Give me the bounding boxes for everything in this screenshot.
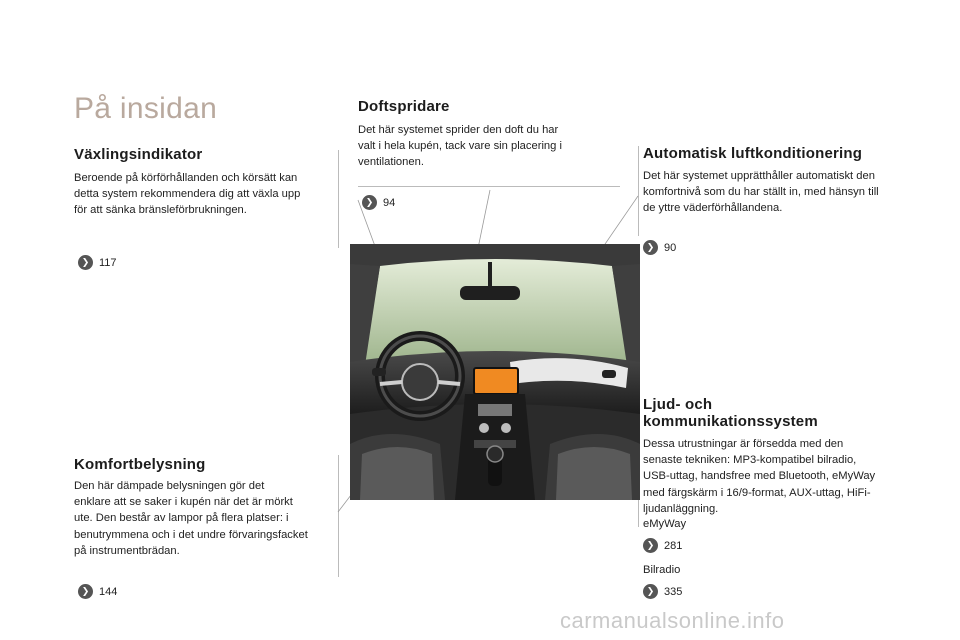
section-heading-vaxlingsindikator: Växlingsindikator	[74, 146, 203, 163]
section-heading-doftspridare: Doftspridare	[358, 98, 450, 115]
section-heading-luftkonditionering: Automatisk luftkonditionering	[643, 145, 863, 162]
page-reference-number: 144	[99, 585, 118, 598]
page-reference-number: 117	[99, 256, 117, 269]
section-text-vaxlingsindikator: Beroende på körförhållanden och körsätt kan detta system rekommendera dig att växla upp för att sänka bränsleförbrukningen.	[74, 172, 301, 217]
section-text-doftspridare: Det här systemet sprider den doft du har valt i hela kupén, tack vare sin placering i ventilationen.	[358, 124, 562, 169]
arrow-ref-icon: ❯	[78, 584, 93, 599]
arrow-ref-icon: ❯	[643, 240, 658, 255]
section-text-ljud: Dessa utrustningar är försedda med den senaste tekniken: MP3-kompatibel bilradio, USB-uttag, handsfree med Bluetooth, eMyWay med färgskärm i 16/9-format, AUX-uttag, HiFi- ljudanläggning.	[643, 438, 876, 515]
page-title: På insidan	[74, 92, 218, 125]
section-text-luftkonditionering: Det här systemet upprätthåller automatiskt den komfortnivå som du har ställt in, med hänsyn till de yttre väderförhållandena.	[643, 170, 879, 215]
sub-label-bilradio: Bilradio	[643, 564, 681, 576]
page-reference-number: 335	[664, 585, 683, 598]
page-reference-number: 90	[664, 241, 677, 254]
section-text-komfortbelysning: Den här dämpade belysningen gör det enklare att se saker i kupén när det är mörkt ute. Den består av lampor på flera platser: i benutrymmena och i det undre förvaringsfacket på instrumentbrädan.	[74, 480, 308, 557]
page-reference-number: 281	[664, 539, 683, 552]
car-interior-illustration	[350, 244, 640, 500]
arrow-ref-icon: ❯	[643, 584, 658, 599]
arrow-ref-icon: ❯	[78, 255, 93, 270]
car-interior-image	[350, 244, 640, 500]
section-heading-ljud-line1: Ljud- och	[643, 396, 713, 413]
watermark-text: carmanualsonline.info	[560, 608, 785, 633]
arrow-ref-icon: ❯	[362, 195, 377, 210]
page-reference-number: 94	[383, 196, 396, 209]
arrow-ref-icon: ❯	[643, 538, 658, 553]
section-heading-ljud-line2: kommunikationssystem	[643, 413, 818, 430]
section-heading-komfortbelysning: Komfortbelysning	[74, 456, 206, 473]
sub-label-emyway: eMyWay	[643, 518, 687, 530]
